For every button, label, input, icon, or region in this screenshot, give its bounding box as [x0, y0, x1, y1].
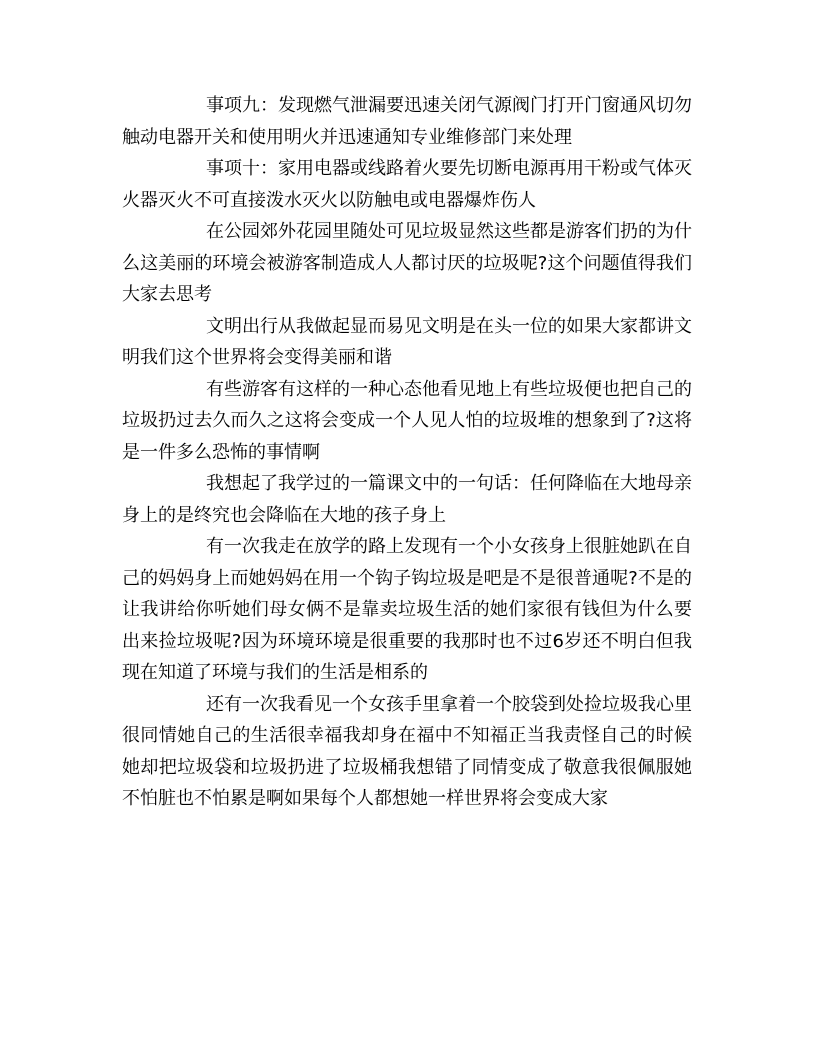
- paragraph-little-girl-story: 有一次我走在放学的路上发现有一个小女孩身上很脏她趴在自己的妈妈身上而她妈妈在用一个钩子钩垃圾是吧是不是很普通呢?不是的让我讲给你听她们母女俩不是靠卖垃圾生活的她们家很有钱但为什么要出来捡垃圾呢?因为环境环境是很重要的我那时也不过6岁还不明白但我现在知道了环境与我们的生活是相系的: [122, 536, 692, 683]
- document-body: [122, 90, 692, 815]
- paragraph-park-litter: 在公园郊外花园里随处可见垃圾显然这些都是游客们扔的为什么这美丽的环境会被游客制造成人人都讨厌的垃圾呢?这个问题值得我们大家去思考: [122, 221, 692, 305]
- paragraph-girl-with-bag-story: 还有一次我看见一个女孩手里拿着一个胶袋到处捡垃圾我心里很同情她自己的生活很幸福我却身在福中不知福正当我责怪自己的时候她却把垃圾袋和垃圾扔进了垃圾桶我想错了同情变成了敬意我很佩服她不怕脏也不怕累是啊如果每个人都想她一样世界将会变成大家: [122, 693, 692, 809]
- paragraph-item-ten: 事项十：家用电器或线路着火要先切断电源再用干粉或气体灭火器灭火不可直接泼水灭火以防触电或电器爆炸伤人: [122, 158, 692, 211]
- paragraph-item-nine: 事项九：发现燃气泄漏要迅速关闭气源阀门打开门窗通风切勿触动电器开关和使用明火并迅速通知专业维修部门来处理: [122, 95, 692, 148]
- paragraph-civilized-travel: 文明出行从我做起显而易见文明是在头一位的如果大家都讲文明我们这个世界将会变得美丽和谐: [122, 315, 692, 368]
- paragraph-tourist-mentality: 有些游客有这样的一种心态他看见地上有些垃圾便也把自己的垃圾扔过去久而久之这将会变成一个人见人怕的垃圾堆的想象到了?这将是一件多么恐怖的事情啊: [122, 378, 692, 463]
- paragraph-textbook-quote: 我想起了我学过的一篇课文中的一句话：任何降临在大地母亲身上的是终究也会降临在大地的孩子身上: [122, 473, 692, 526]
